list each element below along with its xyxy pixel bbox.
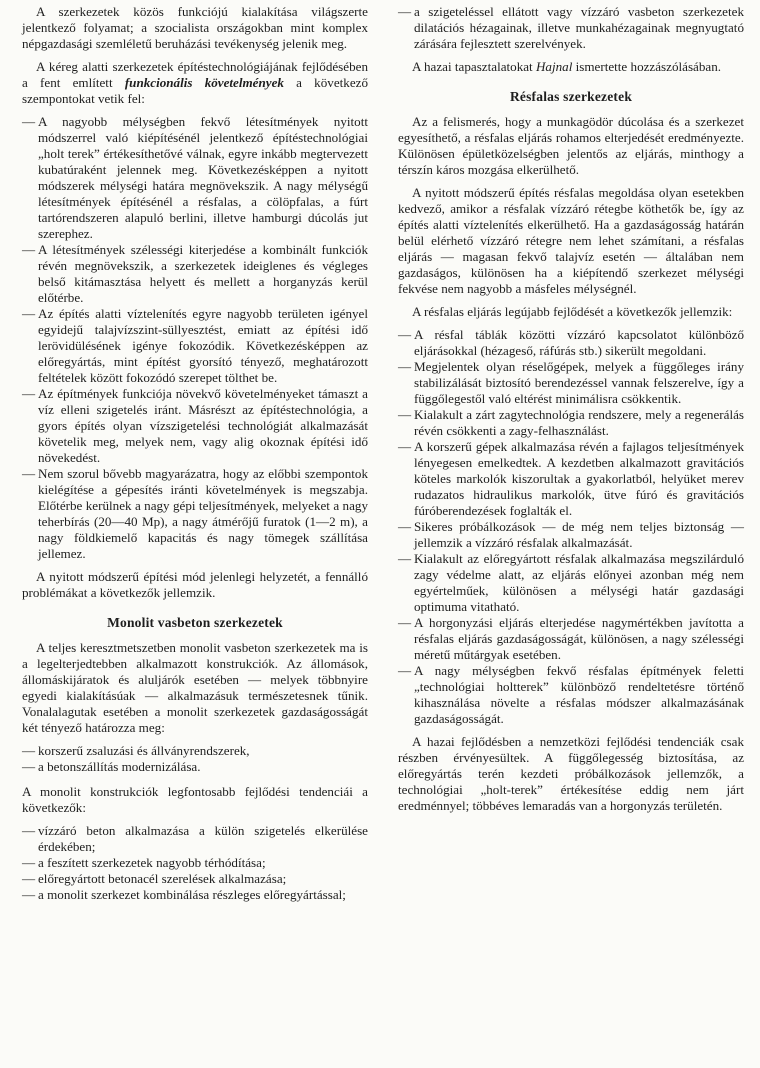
list-item-text: előregyártott betonacél szerelések alkalmazása; xyxy=(38,871,287,886)
list-item xyxy=(398,663,744,727)
dash-marker: — xyxy=(398,439,412,454)
dash-marker: — xyxy=(398,519,412,534)
monolit-paragraph-2: A monolit konstrukciók legfontosabb fejlődési tendenciái a következők: xyxy=(22,784,368,815)
dash-marker: — xyxy=(22,759,36,774)
list-item xyxy=(22,759,368,775)
list-item xyxy=(398,615,744,663)
list-item xyxy=(22,114,368,242)
list-item-text: A résfal táblák közötti vízzáró kapcsolatot különböző eljárásokkal (hézageső, ráfúrás stb.) sikerült megoldani. xyxy=(414,327,744,358)
intro-text-b: a következő szempontokat vetik fel: xyxy=(22,75,368,106)
dash-marker: — xyxy=(22,871,36,886)
list-item xyxy=(398,439,744,519)
dash-marker: — xyxy=(398,551,412,566)
section-heading-monolit: Monolit vasbeton szerkezetek xyxy=(107,615,283,630)
dash-marker: — xyxy=(22,306,36,321)
list-item xyxy=(22,823,368,855)
list-item-text: korszerű zsaluzási és állványrendszerek, xyxy=(38,743,250,758)
left-column xyxy=(22,4,368,903)
resfalas-final-paragraph: A hazai fejlődésben a nemzetközi fejlődési tendenciák csak részben érvényesültek. A függőlegesség biztosítása, az előregyártás terén kezdeti próbálkozások jellemzők, a technológiai „holt-terek” értékesítése eddig nem járt eredménnyel; többéves lemaradás van a horgonyzás területén. xyxy=(398,734,744,813)
list-item-text: Nem szorul bővebb magyarázatra, hogy az előbbi szempontok kielégítése a gépesítés iránti követelmények is megszabja. Előtérbe kerülnek a nagy gépi teljesítmények, melyeket a nagy teherbírás (20—40 Mp), a nagy átmérőjű furatok (1—2 m), a nagy földkiemelő kapacitás és nagy tömegek szállítása jellemez. xyxy=(38,466,368,561)
dash-marker: — xyxy=(398,4,412,19)
list-item-text: a betonszállítás modernizálása. xyxy=(38,759,201,774)
list-item xyxy=(22,386,368,466)
list-item xyxy=(22,855,368,871)
list-item xyxy=(398,551,744,615)
list-item-text: vízzáró beton alkalmazása a külön szigetelés elkerülése érdekében; xyxy=(38,823,368,854)
list-item-text: a feszített szerkezetek nagyobb térhódítása; xyxy=(38,855,266,870)
dash-marker: — xyxy=(398,663,412,678)
list-item-text: Megjelentek olyan réselőgépek, melyek a függőleges irány stabilizálását biztosító berendezéssel vannak felszerelve, így a függőlegestől való eltérést minimálisra csökkentik. xyxy=(414,359,744,406)
resfalas-paragraph-2: A nyitott módszerű építés résfalas megoldása olyan esetekben kedvező, amikor a résfalak vízzáró rétegbe köthetők be, így az építés alatti víztelenítés elkerülhető. Ha a gazdaságosság határán belül elérhető vízzáró rétegre nem lehet számítani, a résfalas eljárás — magasan fekvő talajvíz esetén — általában nem gazdaságos, különösen ha a kiépítendő szerkezet mélységi fekvése nem nagyobb a másfeles mélységnél. xyxy=(398,185,744,296)
list-item xyxy=(22,871,368,887)
list-item-text: Kialakult az előregyártott résfalak alkalmazása megszilárduló zagy védelme alatt, az eljárás előnyei azonban még nem egyértelműek, különösen a mélységi határ gazdasági optimuma vitatható. xyxy=(414,551,744,614)
dash-marker: — xyxy=(398,359,412,374)
resfalas-paragraph-1: Az a felismerés, hogy a munkagödör dúcolása és a szerkezet egyesíthető, a résfalas eljárás rohamos elterjedését eredményezte. Különösen épületközelségben jelentős az eljárás, minthogy a térszín káros mozgása elkerülhető. xyxy=(398,114,744,177)
list-item xyxy=(398,359,744,407)
dash-marker: — xyxy=(22,114,36,129)
list-item-text: Sikeres próbálkozások — de még nem teljes biztonság — jellemzik a vízzáró résfalak alkalmazását. xyxy=(414,519,744,550)
author-name-hajnal: Hajnal xyxy=(535,59,573,74)
list-item-text: Kialakult a zárt zagytechnológia rendszere, mely a regenerálás révén csökkenti a zagy-felhasználást. xyxy=(414,407,744,438)
dash-marker: — xyxy=(22,466,36,481)
intro-paragraph-2 xyxy=(22,59,368,107)
list-item xyxy=(398,519,744,551)
dash-marker: — xyxy=(22,887,36,902)
list-item-text: A korszerű gépek alkalmazása révén a fajlagos teljesítmények lényegesen emelkedtek. A kezdetben alkalmazott gravitációs köteles markolók kiszorultak a gyakorlatból, helyüket merev rudazatos hidraulikus markolók, ütve fúró és gravitációs fúróberendezések foglalták el. xyxy=(414,439,744,518)
resfalas-paragraph-3: A résfalas eljárás legújabb fejlődését a következők jellemzik: xyxy=(412,304,733,319)
dash-marker: — xyxy=(398,407,412,422)
hajnal-text-b: ismertette hozzászólásában. xyxy=(572,59,722,74)
list-item xyxy=(398,327,744,359)
dash-marker: — xyxy=(22,242,36,257)
list-item-text: A nagyobb mélységben fekvő létesítmények nyitott módszerrel való kiépítésénél jelentkező építéstechnológiai „holt terek” értékesíthetővé válnak, egyre inkább megtervezett kubatúraként jelennek meg. Következésképpen a nyitott módszerek mélységi határa megnövekszik. A nagy mélységű létesítmények építésénél a résfalas, a cölöpfalas, a fúrt tartórendszeren alapuló berlini, illetve hamburgi dúcolás jut szerephez. xyxy=(38,114,368,241)
list-item-text: a monolit szerkezet kombinálása részleges előregyártással; xyxy=(38,887,346,902)
dash-marker: — xyxy=(398,327,412,342)
dash-marker: — xyxy=(22,855,36,870)
list-item xyxy=(398,4,744,52)
intro-text-a: A kéreg alatti szerkezetek építéstechnológiájának fejlődésében a fent említett xyxy=(22,59,368,90)
after-items-paragraph: A nyitott módszerű építési mód jelenlegi helyzetét, a fennálló problémákat a következők jellemzik. xyxy=(22,569,368,600)
list-item xyxy=(398,407,744,439)
list-item-text: Az építés alatti víztelenítés egyre nagyobb területen igényel egyidejű talajvízszint-süllyesztést, emiatt az építési idő lerövidülésének igénye fokozódik. Következésképpen az előregyártás, mint építést gyorsító tényező, meghatározott feltételek között fokozódó szerepet tölthet be. xyxy=(38,306,368,385)
list-item-text: Az építmények funkciója növekvő követelményeket támaszt a víz elleni szigetelés iránt. Másrészt az építéstechnológia, a gyors építés olyan vízszigetelési technológiát alkalmazását követelik meg, melyek nem, vagy alig okoznak építési idő növekedést. xyxy=(38,386,368,465)
list-item-text: A létesítmények szélességi kiterjedése a kombinált funkciók révén megnövekszik, a szerkezetek ideiglenes és végleges belső kitámasztása helyett és mellett a horganyzás kerül előtérbe. xyxy=(38,242,368,305)
list-item xyxy=(22,306,368,386)
intro-paragraph-1: A szerkezetek közös funkciójú kialakítása világszerte jelentkező folyamat; a szocialista országokban mint komplex népgazdasági szemléletű beruházási tevékenység jelenik meg. xyxy=(22,4,368,51)
right-column xyxy=(398,4,744,821)
list-item-text: A nagy mélységben fekvő résfalas építmények feletti „technológiai holtterek” különböző rendeltetésre történő kihasználása növelte a résfalas módszer alkalmazásának gazdaságosságát. xyxy=(414,663,744,726)
list-item xyxy=(22,887,368,903)
emphasis-functional-requirements: funkcionális követelmények xyxy=(124,75,284,90)
dash-marker: — xyxy=(22,386,36,401)
section-heading-resfalas: Résfalas szerkezetek xyxy=(509,89,633,104)
dash-marker: — xyxy=(22,823,36,838)
list-item xyxy=(22,743,368,759)
hajnal-text-a: A hazai tapasztalatokat xyxy=(412,59,536,74)
list-item xyxy=(22,466,368,562)
list-item xyxy=(22,242,368,306)
dash-marker: — xyxy=(22,743,36,758)
hajnal-paragraph xyxy=(398,59,744,75)
monolit-paragraph-1: A teljes keresztmetszetben monolit vasbeton szerkezetek ma is a legelterjedtebben alkalmazott konstrukciók. Az állomások, állomáskijáratok és aluljárók esetében — melyek többnyire egyedi kialakításúak — alkalmazásuk természetesnek tűnik. Vonalalagutak esetében a monolit szerkezetek gazdaságosságát két tényező határozza meg: xyxy=(22,640,368,735)
list-item-text: a szigeteléssel ellátott vagy vízzáró vasbeton szerkezetek dilatációs hézagainak, illetve munkahézagainak megnyugtató zárására fejlesztett szerelvények. xyxy=(414,4,744,51)
list-item-text: A horgonyzási eljárás elterjedése nagymértékben javította a résfalas eljárás gazdaságosságát, különösen, a nagy szélességi méretű műtárgyak esetében. xyxy=(414,615,744,662)
dash-marker: — xyxy=(398,615,412,630)
